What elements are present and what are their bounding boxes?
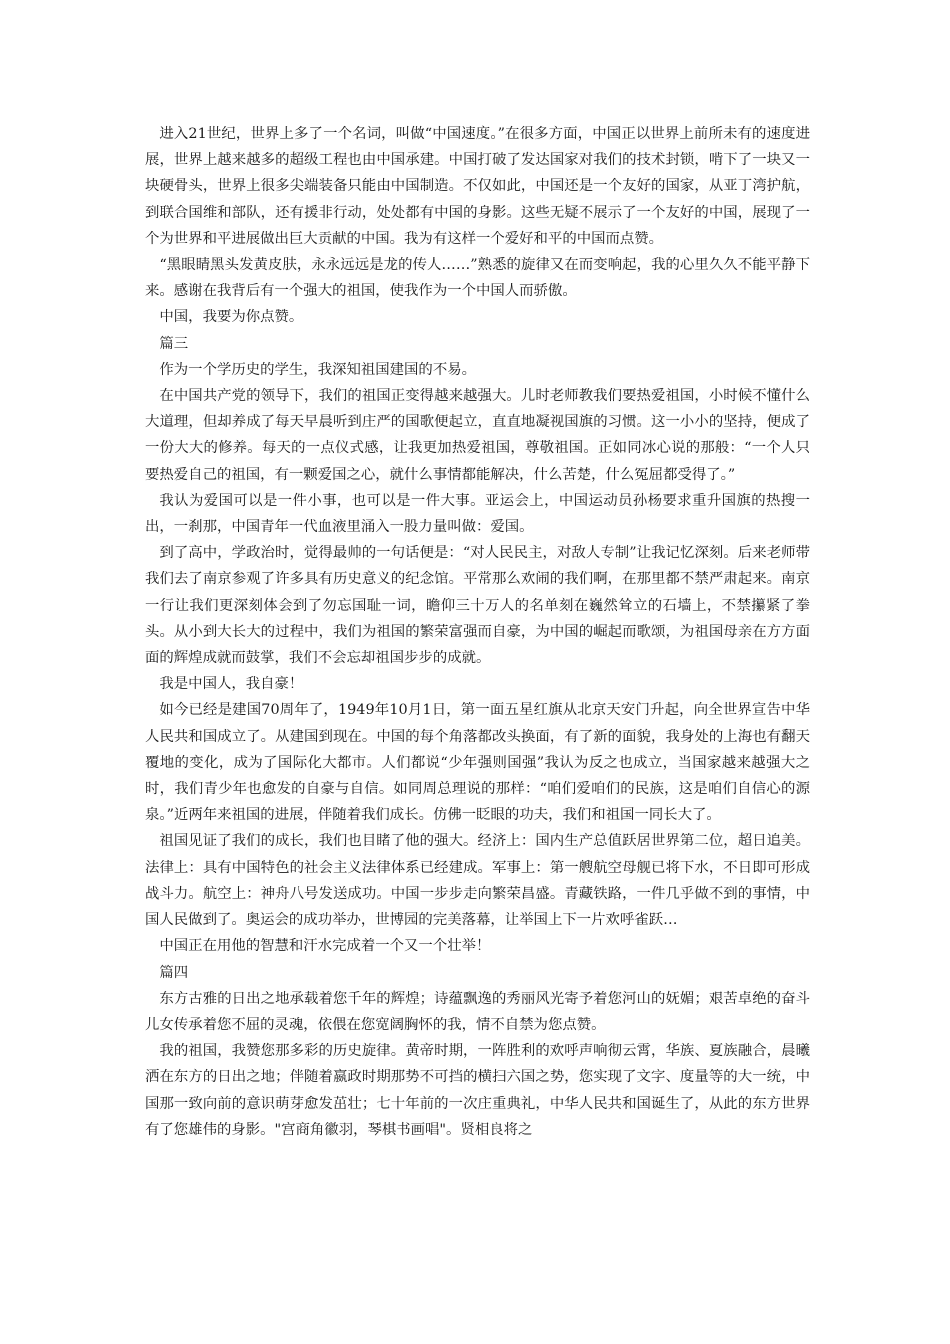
paragraph: 进入21世纪，世界上多了一个名词，叫做“中国速度。”在很多方面，中国正以世界上前所未有的速度进展，世界上越来越多的超级工程也由中国承建。中国打破了发达国家对我们的技术封锁，啃下了一块又一块硬骨头，世界上很多尖端装备只能由中国制造。不仅如此，中国还是一个友好的国家，从亚丁湾护航，到联合国维和部队，还有援非行动，处处都有中国的身影。这些无疑不展示了一个友好的中国，展现了一个为世界和平进展做出巨大贡献的中国。我为有这样一个爱好和平的中国而点赞。	[145, 126, 810, 247]
paragraph: 我认为爱国可以是一件小事，也可以是一件大事。亚运会上，中国运动员孙杨要求重升国旗的热搜一出，一刹那，中国青年一代血液里涌入一股力量叫做：爱国。	[145, 492, 810, 536]
paragraph: 中国，我要为你点赞。	[159, 309, 304, 326]
paragraph: 如今已经是建国70周年了，1949年10月1日，第一面五星红旗从北京天安门升起，向全世界宣告中华人民共和国成立了。从建国到现在。中国的每个角落都改头换面，有了新的面貌，我身处的上海也有翻天覆地的变化，成为了国际化大都市。人们都说“少年强则国强”我认为反之也成立，当国家越来越强大之时，我们青少年也愈发的自豪与自信。如同周总理说的那样：“咱们爱咱们的民族，这是咱们自信心的源泉。”近两年来祖国的进展，伴随着我们成长。仿佛一眨眼的功夫，我们和祖国一同长大了。	[145, 702, 810, 824]
paragraph: 东方古雅的日出之地承载着您千年的辉煌；诗蕴飘逸的秀丽风光寄予着您河山的妩媚；艰苦卓绝的奋斗儿女传承着您不屈的灵魂，依偎在您宽阔胸怀的我，情不自禁为您点赞。	[145, 990, 810, 1033]
paragraph: 我的祖国，我赞您那多彩的历史旋律。黄帝时期，一阵胜利的欢呼声响彻云霄，华族、夏族融合，晨曦洒在东方的日出之地；伴随着嬴政时期那势不可挡的横扫六国之势，您实现了文字、度量等的大一统，中国那一致向前的意识萌芽愈发茁壮；七十年前的一次庄重典礼，中华人民共和国诞生了，从此的东方世界有了您雄伟的身影。"宫商角徽羽，琴棋书画唱"。贤相良将之	[145, 1043, 810, 1138]
paragraph: 到了高中，学政治时，觉得最帅的一句话便是：“对人民民主，对敌人专制”让我记忆深刻。后来老师带我们去了南京参观了许多具有历史意义的纪念馆。平常那么欢闹的我们啊，在那里都不禁严肃起来。南京一行让我们更深刻体会到了勿忘国耻一词，瞻仰三十万人的名单刻在巍然耸立的石墙上，不禁攥紧了拳头。从小到大长大的过程中，我们为祖国的繁荣富强而自豪，为中国的崛起而歌颂，为祖国母亲在方方面面的辉煌成就而鼓掌，我们不会忘却祖国步步的成就。	[145, 545, 810, 667]
paragraph: 中国正在用他的智慧和汗水完成着一个又一个壮举！	[159, 938, 491, 955]
paragraph: 作为一个学历史的学生，我深知祖国建国的不易。	[159, 361, 476, 378]
paragraph: 我是中国人，我自豪！	[159, 676, 304, 693]
section-heading: 篇三	[159, 335, 189, 352]
section-heading: 篇四	[159, 964, 189, 981]
paragraph: 祖国见证了我们的成长，我们也目睹了他的强大。经济上：国内生产总值跃居世界第二位，超日追美。法律上：具有中国特色的社会主义法律体系已经建成。军事上：第一艘航空母舰已将下水，不日即可形成战斗力。航空上：神舟八号发送成功。中国一步步走向繁荣昌盛。青藏铁路，一件几乎做不到的事情，中国人民做到了。奥运会的成功举办，世博园的完美落幕，让举国上下一片欢呼雀跃…	[145, 833, 810, 929]
paragraph: “黑眼睛黑头发黄皮肤，永永远远是龙的传人……”熟悉的旋律又在而变响起，我的心里久久不能平静下来。感谢在我背后有一个强大的祖国，使我作为一个中国人而骄傲。	[145, 257, 810, 300]
paragraph: 在中国共产党的领导下，我们的祖国正变得越来越强大。儿时老师教我们要热爱祖国，小时候不懂什么大道理，但却养成了每天早晨听到庄严的国歌便起立，直直地凝视国旗的习惯。这一小小的坚持，便成了一份大大的修养。每天的一点仪式感，让我更加热爱祖国，尊敬祖国。正如同冰心说的那般：“一个人只要热爱自己的祖国，有一颗爱国之心，就什么事情都能解决，什么苦楚，什么冤屈都受得了。”	[145, 388, 810, 483]
document-body	[145, 121, 810, 1143]
